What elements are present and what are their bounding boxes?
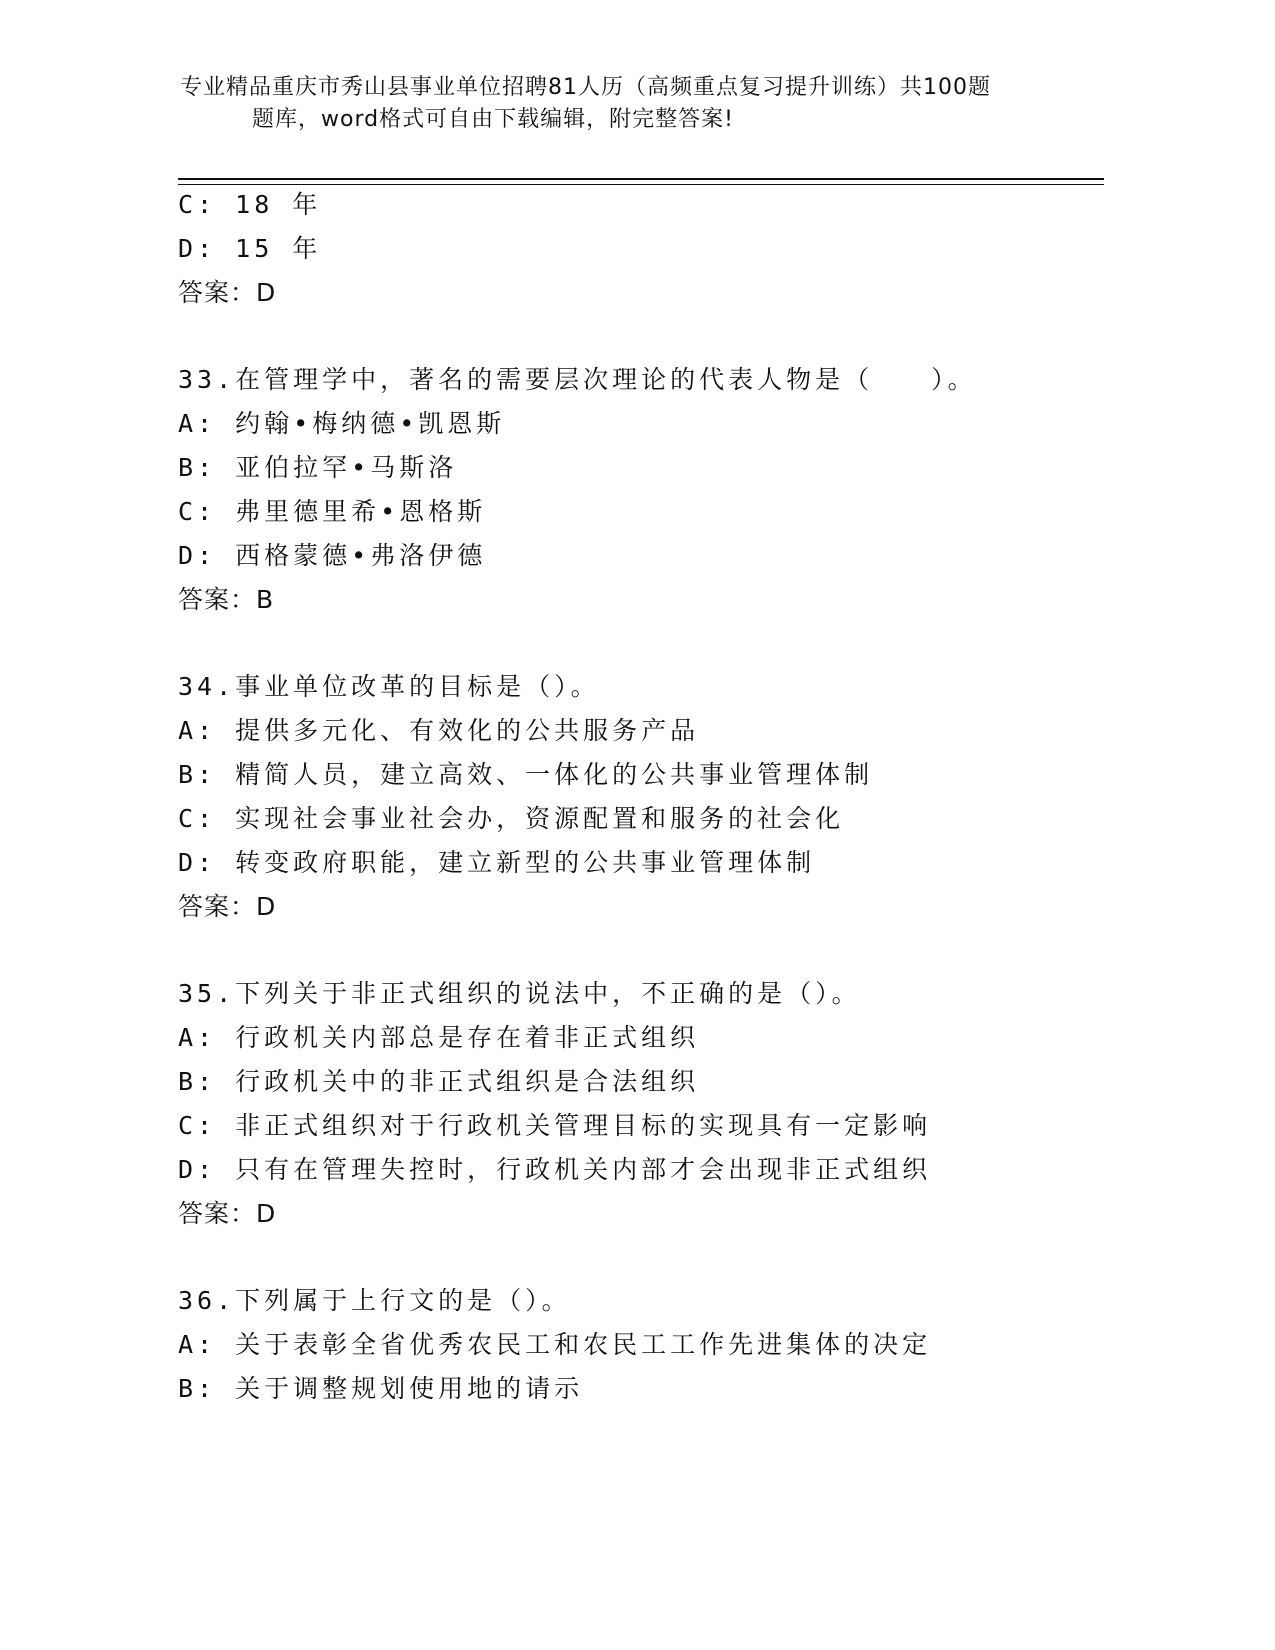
document-header bbox=[180, 72, 1040, 136]
spacer bbox=[178, 622, 1108, 665]
option-c: C: 弗里德里希•恩格斯 bbox=[178, 497, 487, 526]
question-stem: 33.在管理学中，著名的需要层次理论的代表人物是（ ）。 bbox=[178, 365, 977, 394]
question-34 bbox=[178, 665, 1108, 929]
option-d: D: 西格蒙德•弗洛伊德 bbox=[178, 541, 487, 570]
question-36 bbox=[178, 1279, 1108, 1411]
option-c: C: 非正式组织对于行政机关管理目标的实现具有一定影响 bbox=[178, 1111, 932, 1140]
spacer bbox=[178, 929, 1108, 972]
option-b: B: 行政机关中的非正式组织是合法组织 bbox=[178, 1067, 700, 1096]
answer-line: 答案：D bbox=[178, 278, 277, 307]
question-list bbox=[178, 183, 1108, 1411]
spacer bbox=[178, 1236, 1108, 1279]
option-d: D: 转变政府职能，建立新型的公共事业管理体制 bbox=[178, 848, 816, 877]
header-title-line1: 专业精品重庆市秀山县事业单位招聘81人历（高频重点复习提升训练）共100题 bbox=[180, 75, 991, 100]
question-32-tail bbox=[178, 183, 1108, 315]
answer-line: 答案：B bbox=[178, 585, 275, 614]
option-c: C: 18 年 bbox=[178, 190, 322, 219]
option-a: A: 关于表彰全省优秀农民工和农民工工作先进集体的决定 bbox=[178, 1330, 932, 1359]
option-d: D: 只有在管理失控时，行政机关内部才会出现非正式组织 bbox=[178, 1155, 932, 1184]
question-stem: 35.下列关于非正式组织的说法中，不正确的是（）。 bbox=[178, 979, 861, 1008]
option-c: C: 实现社会事业社会办，资源配置和服务的社会化 bbox=[178, 804, 845, 833]
option-a: A: 约翰•梅纳德•凯恩斯 bbox=[178, 409, 506, 438]
answer-line: 答案：D bbox=[178, 892, 277, 921]
header-title-line2: 题库，word格式可自由下载编辑，附完整答案! bbox=[252, 107, 734, 132]
option-a: A: 提供多元化、有效化的公共服务产品 bbox=[178, 716, 700, 745]
spacer bbox=[178, 315, 1108, 358]
option-b: B: 关于调整规划使用地的请示 bbox=[178, 1374, 584, 1403]
answer-line: 答案：D bbox=[178, 1199, 277, 1228]
question-stem: 36.下列属于上行文的是（）。 bbox=[178, 1286, 571, 1315]
header-divider-thick bbox=[178, 178, 1104, 180]
question-35 bbox=[178, 972, 1108, 1236]
option-d: D: 15 年 bbox=[178, 234, 322, 263]
option-a: A: 行政机关内部总是存在着非正式组织 bbox=[178, 1023, 700, 1052]
option-b: B: 精简人员，建立高效、一体化的公共事业管理体制 bbox=[178, 760, 874, 789]
question-33 bbox=[178, 358, 1108, 622]
option-b: B: 亚伯拉罕•马斯洛 bbox=[178, 453, 458, 482]
question-stem: 34.事业单位改革的目标是（）。 bbox=[178, 672, 600, 701]
